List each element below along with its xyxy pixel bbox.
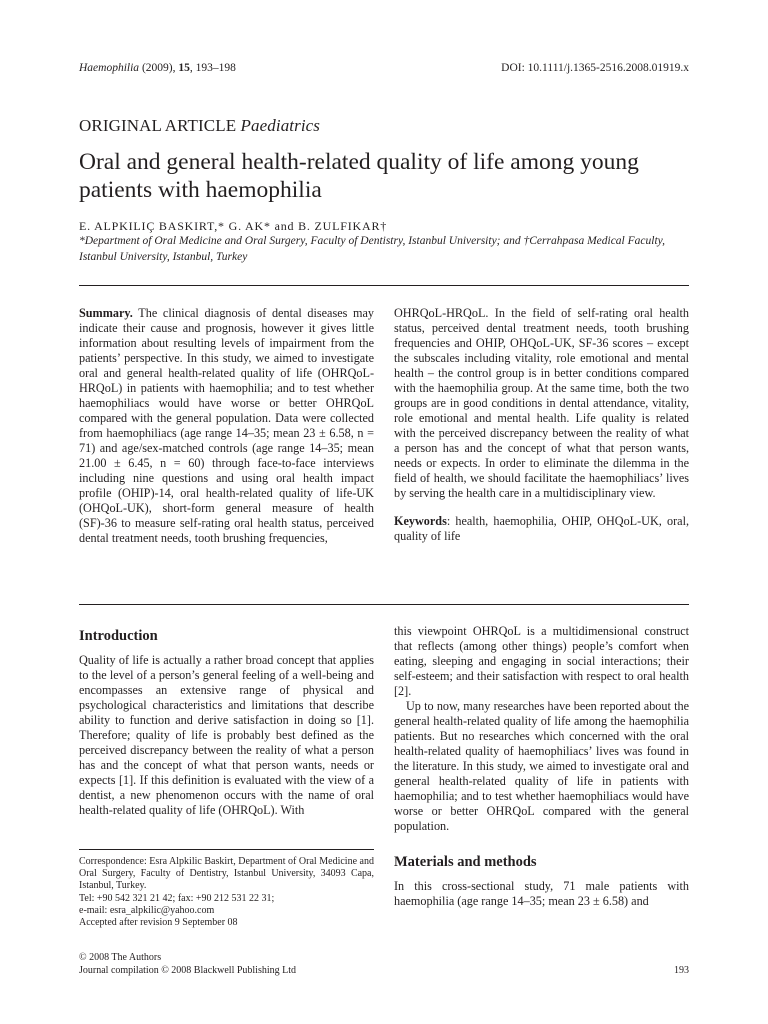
- methods-heading: Materials and methods: [394, 854, 537, 870]
- running-header-citation: [79, 62, 236, 74]
- body-right-column: [394, 624, 689, 909]
- article-section: Paediatrics: [240, 116, 321, 135]
- keywords: [394, 514, 689, 544]
- body-paragraph: this viewpoint OHRQoL is a multidimensional construct that reflects (among other things) people’s comfort when eating, sleeping and engaging in social interactions; their self-esteem; and their satisfaction with respect to oral health [2].: [394, 624, 689, 698]
- citation-year: (2009),: [139, 62, 179, 74]
- author-affiliation: *Department of Oral Medicine and Oral Surgery, Faculty of Dentistry, Istanbul University; and †Cerrahpasa Medical Faculty, Istanbul University, Istanbul, Turkey: [79, 235, 665, 263]
- introduction-heading: Introduction: [79, 628, 158, 644]
- keywords-label: Keywords: [394, 514, 447, 528]
- copyright-footer: [79, 952, 296, 977]
- citation-pages: , 193–198: [189, 62, 236, 74]
- accepted-date: Accepted after revision 9 September 08: [79, 917, 238, 929]
- journal-name: Haemophilia: [79, 62, 140, 74]
- article-type-label: ORIGINAL ARTICLE: [79, 116, 237, 135]
- body-left-column: [79, 629, 374, 818]
- author-list: E. ALPKILIÇ BASKIRT,* G. AK* and B. ZULFIKAR†: [79, 219, 388, 233]
- doi: DOI: 10.1111/j.1365-2516.2008.01919.x: [501, 62, 689, 74]
- abstract-text-right: OHRQoL-HRQoL. In the field of self-rating oral health status, perceived dental treatment needs, tooth brushing frequencies and OHIP, OHQoL-UK, SF-36 scores – except the subscales including vitality, role emotional and mental health – the control group is in better conditions compared with the haemophilia group. At the same time, both the two groups are in good conditions in dental attendance, vitality, role emotional and mental health. Life quality is related with the perceived discrepancy between the reality of what a person has and the concept of what that person wants, needs or expects. In order to eliminate the dilemma in the field of health, we should facilitate the haemophiliacs’ lives by serving the health care in a multidisciplinary view.: [394, 306, 689, 500]
- article-title: Oral and general health-related quality of life among young patients with haemophilia: [79, 149, 639, 203]
- footnote-rule: [79, 849, 374, 850]
- keywords-list: : health, haemophilia, OHIP, OHQoL-UK, oral, quality of life: [394, 514, 689, 543]
- correspondence-email: e-mail: esra_alpkilic@yahoo.com: [79, 904, 215, 916]
- abstract-left-column: [79, 306, 374, 546]
- correspondence-phone: Tel: +90 542 321 21 42; fax: +90 212 531 22 31;: [79, 892, 275, 904]
- page-number: 193: [674, 965, 689, 976]
- abstract-right-column: [394, 306, 689, 544]
- correspondence-note: [79, 856, 374, 929]
- methods-paragraph: In this cross-sectional study, 71 male patients with haemophilia (age range 14–35; mean 23 ± 6.58) and: [394, 879, 689, 908]
- introduction-paragraph: Quality of life is actually a rather broad concept that applies to the level of a person’s general feeling of a well-being and encompasses an extensive range of physical and psychological characteristics and limitations that describe ability to function and derive satisfaction in doing so [1]. Therefore; quality of life is probably best defined as the perceived discrepancy between the reality of what a person has and the concept of what that person wants, needs or expects [1]. If this definition is evaluated with the view of a dentist, a new phenomenon occurs with the name of oral health-related quality of life (OHRQoL). With: [79, 653, 374, 817]
- abstract-label: Summary.: [79, 306, 133, 320]
- copyright-journal: Journal compilation © 2008 Blackwell Publishing Ltd: [79, 964, 297, 976]
- abstract-text-left: The clinical diagnosis of dental diseases may indicate their cause and prognosis, however it gives little information about resulting levels of impairment from the patients’ perspective. In this study, we aimed to investigate oral and general health-related quality of life (OHRQoL-HRQoL) in patients with haemophilia; and to test whether haemophiliacs would have worse or better OHRQoL compared with the general population. Data were collected from haemophiliacs (age range 14–35; mean 23 ± 6.58, n = 71) and age/sex-matched controls (age range 14–35; mean 21.00 ± 6.45, n = 60) through face-to-face interviews including nine questions and using oral health impact profile (OHIP)-14, oral health-related quality of life-UK (OHQoL-UK), short-form general measure of health (SF)-36 to measure self-rating oral health status, perceived dental treatment needs, tooth brushing frequencies,: [79, 306, 374, 545]
- abstract-top-rule: [79, 285, 689, 286]
- body-paragraph: Up to now, many researches have been reported about the general health-related quality of life among the haemophilia patients. But no researches which concerned with the oral health-related quality of haemophiliacs’ lives was found in the literature. In this study, we aimed to investigate oral and general health-related quality of life in patients with haemophilia; and to test whether haemophiliacs would have worse or better OHRQoL compared with the general population.: [394, 699, 689, 833]
- correspondence-address: Correspondence: Esra Alpkilic Baskirt, Department of Oral Medicine and Oral Surgery, Faculty of Dentistry, Istanbul University, 34093 Capa, Istanbul, Turkey.: [79, 856, 374, 892]
- copyright-authors: © 2008 The Authors: [79, 952, 162, 963]
- article-type: [79, 116, 320, 136]
- citation-volume: 15: [178, 62, 190, 74]
- abstract-bottom-rule: [79, 604, 689, 605]
